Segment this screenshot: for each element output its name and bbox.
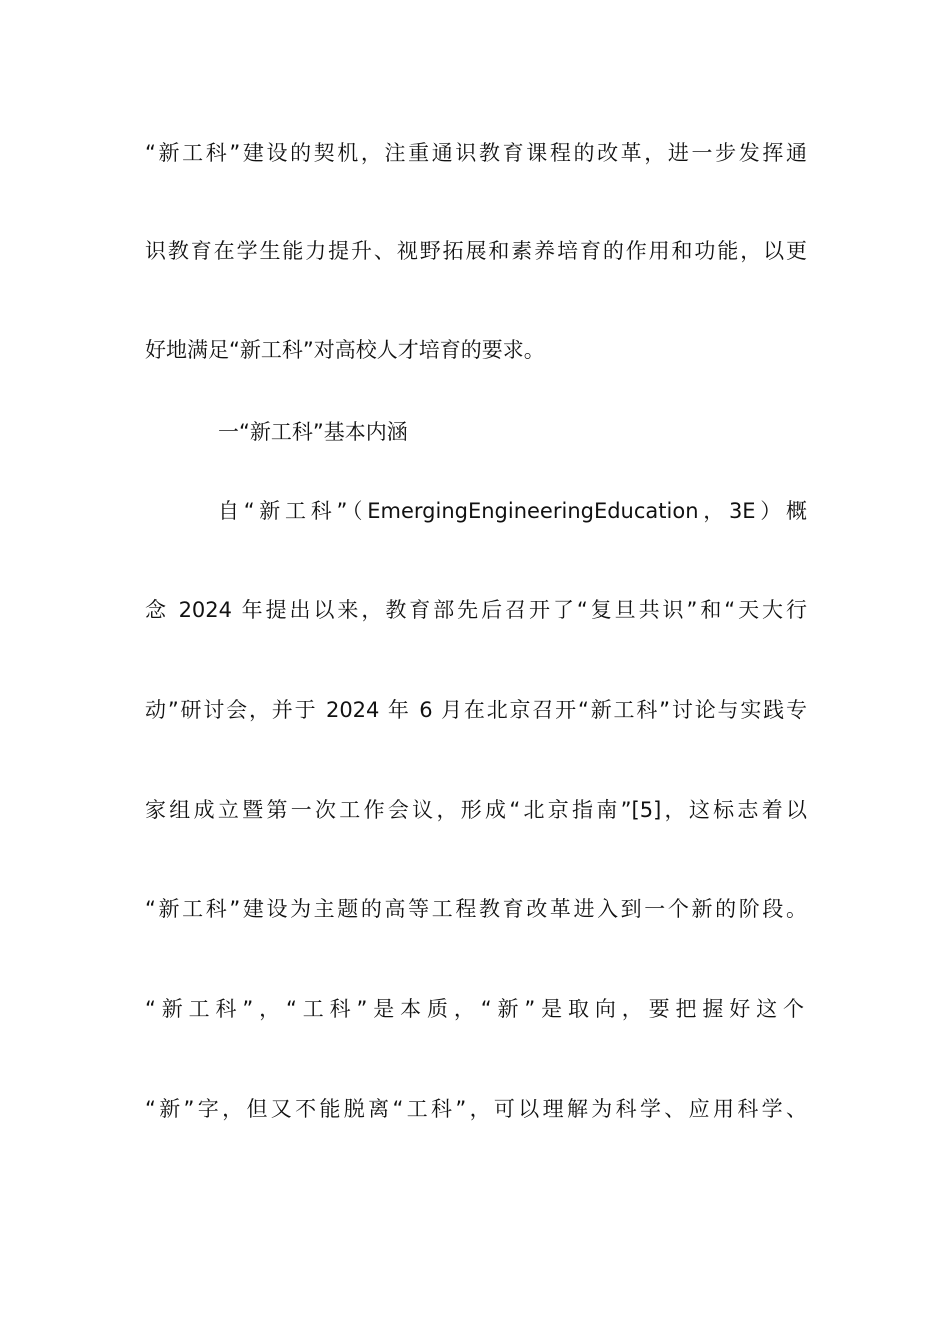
text-line-8: 家组成立暨第一次工作会议，形成“北京指南”[5]，这标志着以 bbox=[145, 798, 807, 822]
text-line-11: “新”字，但又不能脱离“工科”，可以理解为科学、应用科学、 bbox=[145, 1097, 807, 1121]
text-line-10: “新工科”，“工科”是本质，“新”是取向，要把握好这个 bbox=[145, 997, 807, 1021]
text-line-2: 识教育在学生能力提升、视野拓展和素养培育的作用和功能，以更 bbox=[145, 239, 807, 263]
text-line-9: “新工科”建设为主题的高等工程教育改革进入到一个新的阶段。 bbox=[145, 897, 807, 921]
text-line-6: 念 2024 年提出以来，教育部先后召开了“复旦共识”和“天大行 bbox=[145, 598, 807, 622]
text-line-1: “新工科”建设的契机，注重通识教育课程的改革，进一步发挥通 bbox=[145, 141, 807, 165]
text-line-3: 好地满足“新工科”对高校人才培育的要求。 bbox=[145, 338, 545, 362]
text-line-7: 动”研讨会，并于 2024 年 6 月在北京召开“新工科”讨论与实践专 bbox=[145, 698, 807, 722]
section-heading: 一“新工科”基本内涵 bbox=[218, 420, 408, 444]
text-line-5: 自“新工科”（EmergingEngineeringEducation，3E）概 bbox=[218, 499, 807, 523]
